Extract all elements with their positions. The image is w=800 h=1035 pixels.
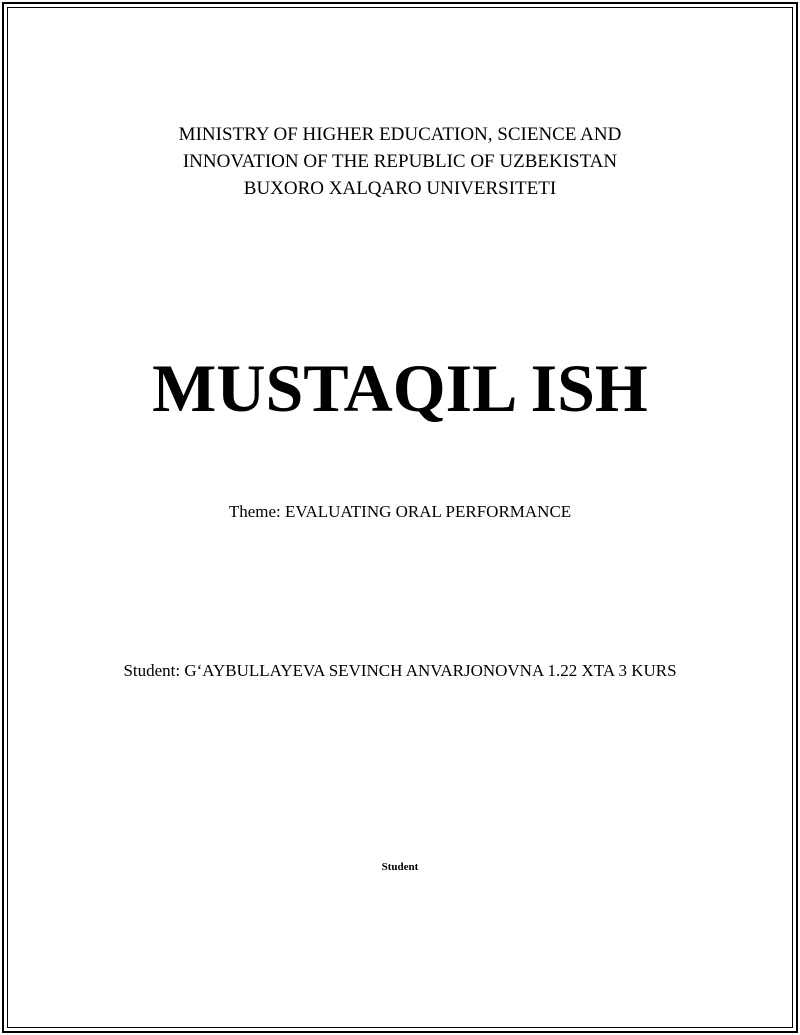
document-title: MUSTAQIL ISH: [152, 350, 648, 426]
header-line-ministry: MINISTRY OF HIGHER EDUCATION, SCIENCE AND: [178, 124, 622, 145]
student-info: Student: G‘AYBULLAYEVA SEVINCH ANVARJONOVNA 1.22 XTA 3 KURS: [123, 661, 677, 680]
theme-line: Theme: EVALUATING ORAL PERFORMANCE: [228, 502, 572, 521]
institution-header: [0, 121, 800, 202]
header-line-republic: INNOVATION OF THE REPUBLIC OF UZBEKISTAN: [182, 151, 618, 172]
student-label: Student: [381, 861, 419, 873]
header-line-university: BUXORO XALQARO UNIVERSITETI: [243, 178, 557, 199]
